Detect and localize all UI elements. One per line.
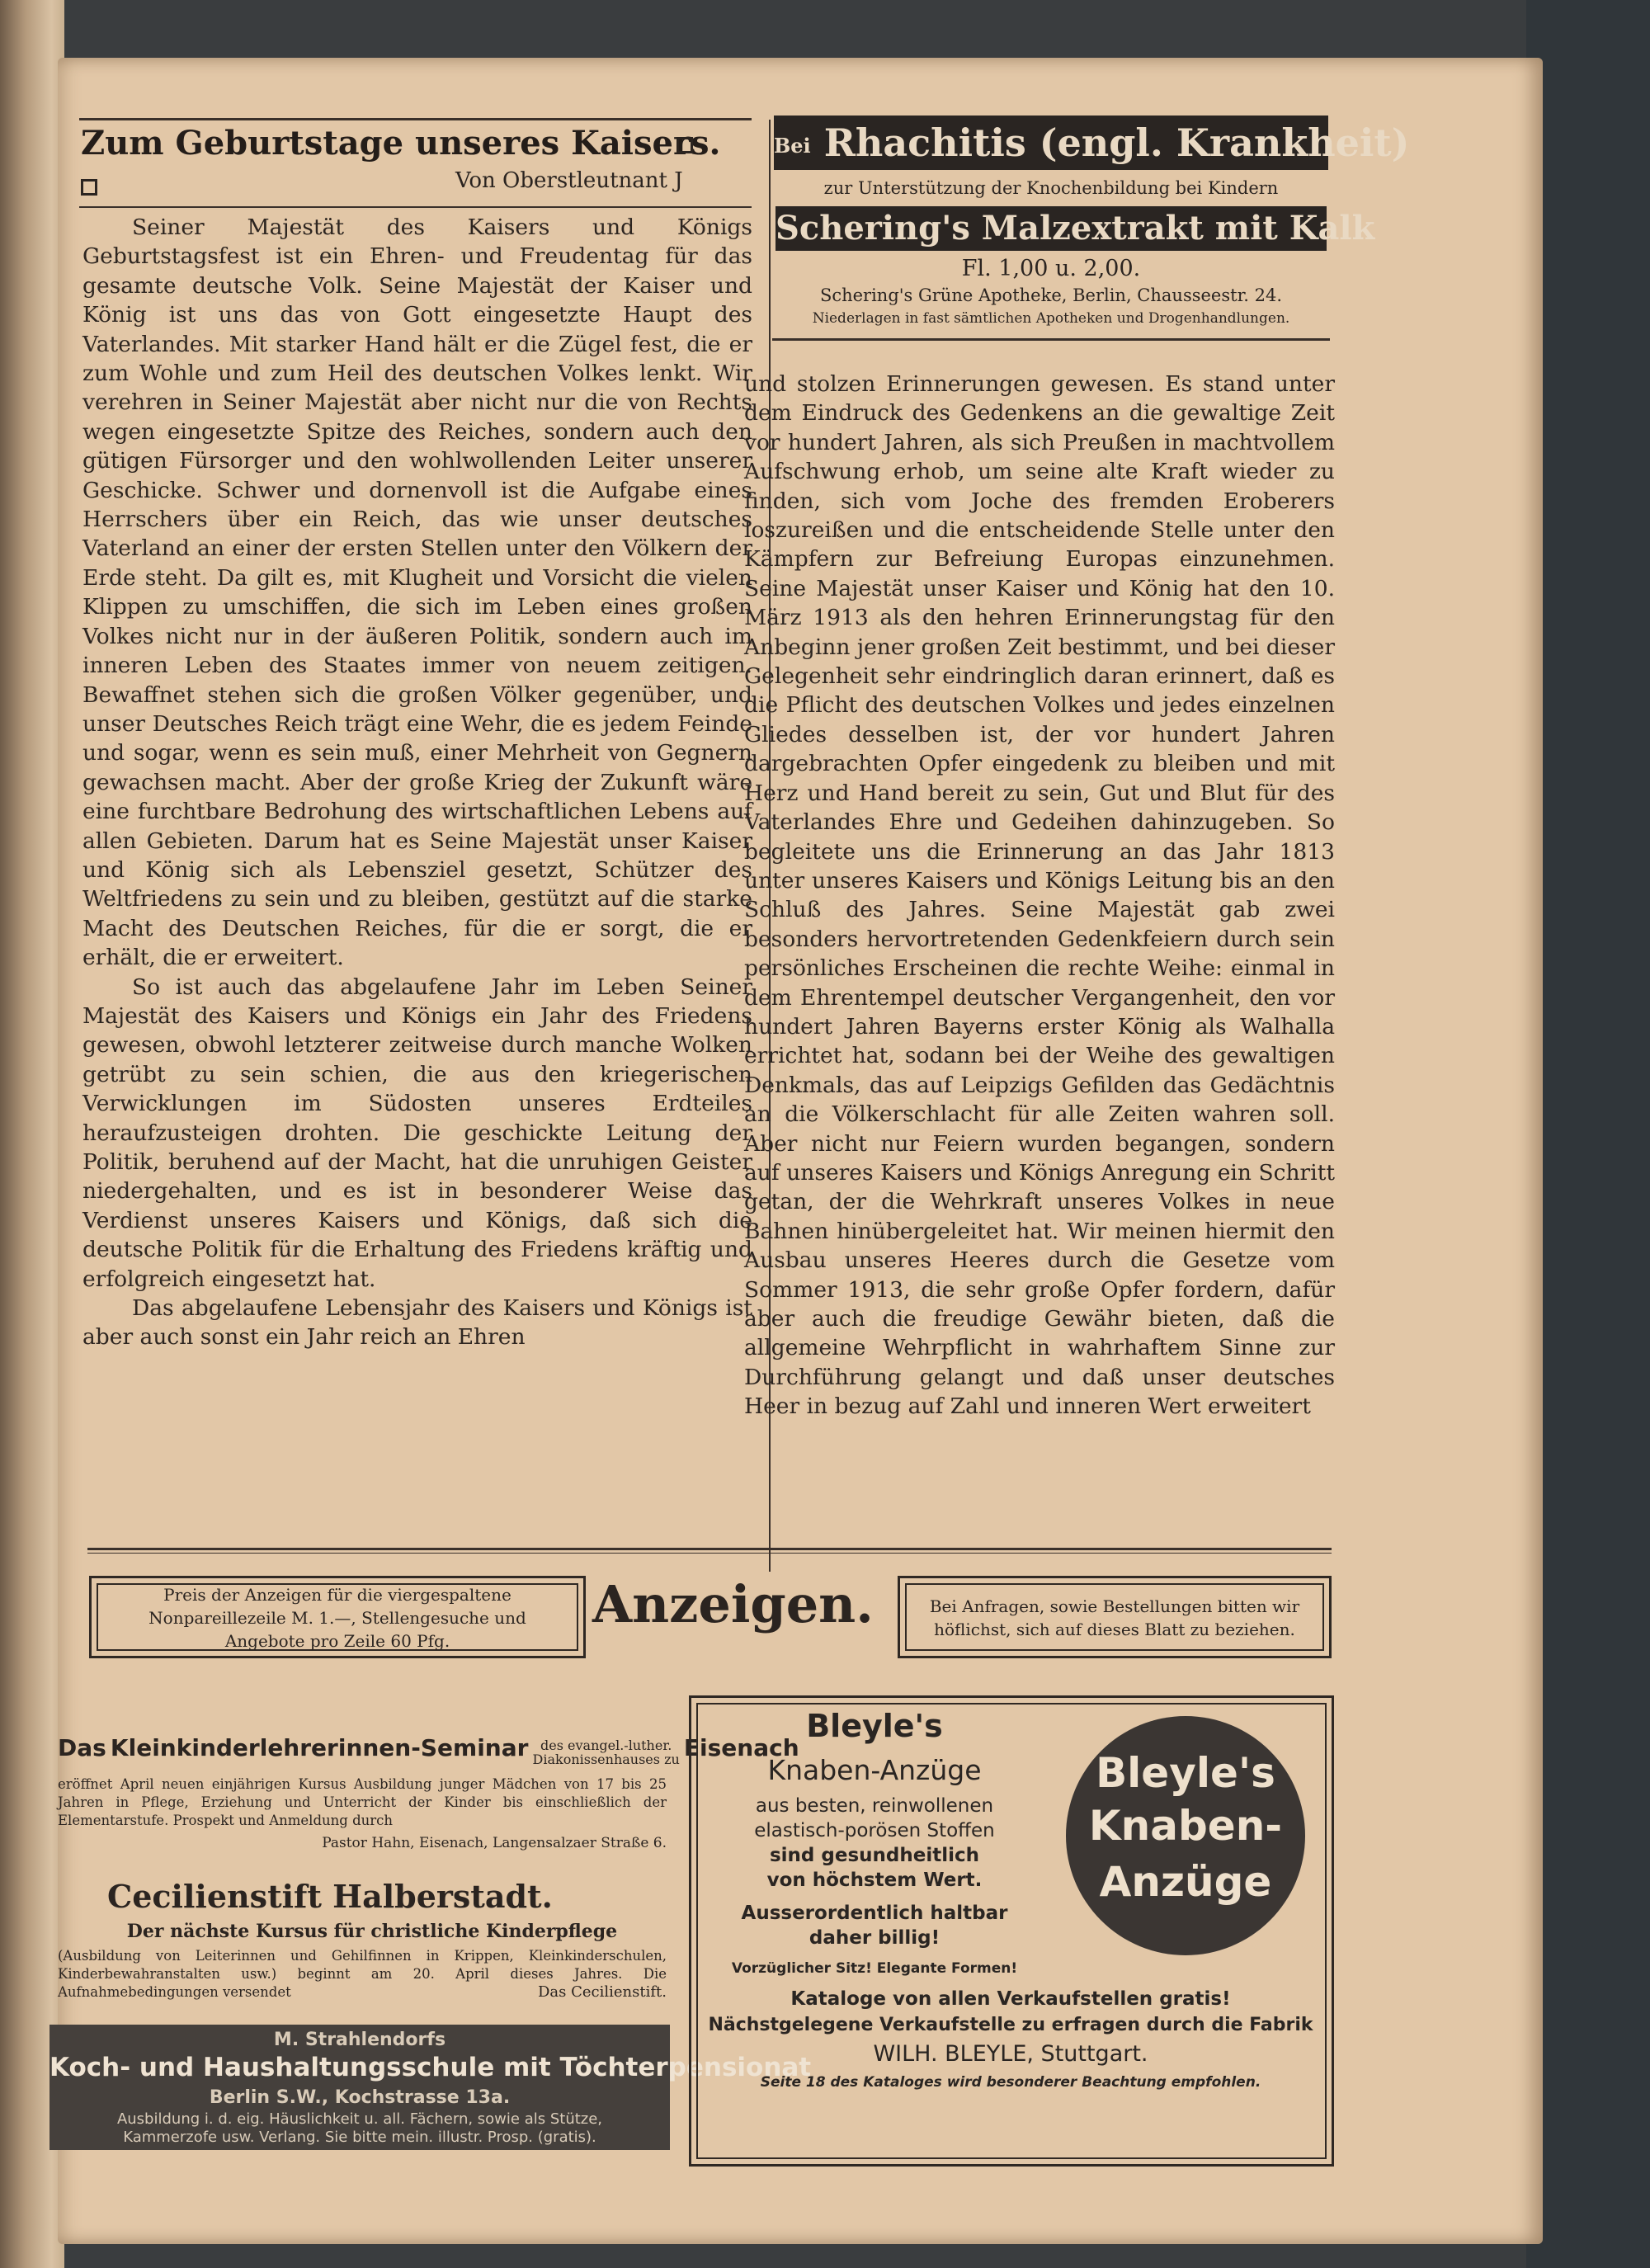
anzeigen-price-line: Angebote pro Zeile 60 Pfg. [224, 1631, 450, 1651]
rachitis-headline-text: Rhachitis (engl. Krankheit) [823, 120, 1410, 165]
bleyle-line: Seite 18 des Kataloges wird besonderer Beachtung empfohlen. [760, 2074, 1261, 2091]
book-cover [1526, 0, 1650, 2268]
article-column-right [744, 370, 1335, 1574]
article-paragraph: Das abgelaufene Lebensjahr des Kaisers und Königs ist aber auch sonst ein Jahr reich an Ehren [82, 1295, 752, 1351]
strahlendorf-line: M. Strahlendorfs [273, 2030, 446, 2050]
rachitis-pharmacy: Schering's Grüne Apotheke, Berlin, Chausseestr. 24. [819, 285, 1283, 305]
anzeigen-price-line: Preis der Anzeigen für die viergespaltene [163, 1585, 512, 1605]
anzeigen-title: Anzeigen. [592, 1574, 874, 1634]
strahlendorf-line: Kammerzofe usw. Verlang. Sie bitte mein. illustr. Prosp. (gratis). [123, 2129, 596, 2146]
rachitis-sub: zur Unterstützung der Knochenbildung bei Kindern [823, 178, 1279, 198]
article-paragraph: und stolzen Erinnerungen gewesen. Es stand unter dem Eindruck des Gedenkens an die gewaltige Zeit vor hundert Jahren, als sich Preußen in machtvollem Aufschwung erhob, um seine alte Kraft wieder zu finden, sich vom Joche des fremden Eroberers loszureißen und die entscheidende Stelle unter den Kämpfern zur Befreiung Europas einzunehmen. Seine Majestät unser Kaiser und König hat den 10. März 1913 als den hehren Erinnerungstag für den Anbeginn jener großen Zeit bestimmt, und bei dieser Gelegenheit sehr eindringlich daran erinnert, daß es die Pflicht des deutschen Volkes und jedes einzelnen Gliedes desselben ist, der vor hundert Jahren dargebrachten Opfer eingedenk zu bleiben und mit Herz und Hand bereit zu sein, Gut und Blut für des Vaterlandes Ehre und Gedeihen dahinzugeben. So begleitete uns die Erinnerung an das Jahr 1813 unter unseres Kaisers und Königs Leitung bis an den Schluß des Jahres. Seine Majestät gab zwei besonders hervortretenden Gedenkfeiern durch sein persönliches Erscheinen die rechte Weihe: einmal in dem Ehrentempel deutscher Vergangenheit, den vor hundert Jahren Bayerns erster König als Walhalla errichtet hat, sodann bei der Weihe des gewaltigen Denkmals, das auf Leipzigs Gefilden das Gedächtnis an die Völkerschlacht für alle Zeiten wahren soll. Aber nicht nur Feiern wurden begangen, sondern auf unseres Kaisers und Königs Anregung ein Schritt getan, der die Wehrkraft unseres Volkes in neue Bahnen hinübergeleitet hat. Wir meinen hiermit den Ausbau unseres Heeres durch die Gesetze vom Sommer 1913, die sehr große Opfer fordern, dafür aber auch die freudige Gewähr bieten, daß die allgemeine Wehrpflicht in wahrhaftem Sinne zur Durchführung gelangt und daß unser deutsches Heer in bezug auf Zahl und inneren Wert erweitert [744, 371, 1335, 1420]
bleyle-product: Knaben-Anzüge [767, 1754, 982, 1786]
anzeigen-request-frame [898, 1576, 1332, 1658]
seminar-sign: Pastor Hahn, Eisenach, Langensalzaer Straße 6. [322, 1835, 667, 1851]
cecilien-sign: Das Cecilienstift. [538, 1983, 667, 2001]
article-title: Zum Geburtstage unseres Kaisers. [81, 124, 721, 163]
seminar-title-c2: Diakonissenhauses zu [532, 1751, 680, 1767]
ad-bottom-rule [772, 338, 1330, 341]
bleyle-logo-line: Anzüge [1099, 1858, 1272, 1906]
strahlendorf-line: Koch- und Haushaltungsschule mit Töchterpensionat [50, 2053, 812, 2082]
anzeigen-top-rule [87, 1548, 1332, 1550]
newspaper-page [50, 58, 1543, 2244]
article-paragraph: So ist auch das abgelaufene Jahr im Leben Seiner Majestät des Kaisers und Königs ein Jahr des Friedens gewesen, obwohl letzterer zeitweise durch manche Wolken getrübt zu sein schien, die aus den kriegerischen Verwicklungen im Südosten unseres Erdteiles heraufzusteigen drohten. Die geschickte Leitung der Politik, beruhend auf der Macht, hat die unruhigen Geister niedergehalten, und es ist in besonderer Weise das Verdienst unseres Kaisers und Königs, daß sich die deutsche Politik für die Erhaltung des Friedens kräftig und erfolgreich eingesetzt hat. [82, 974, 752, 1292]
bleyle-line: Vorzüglicher Sitz! Elegante Formen! [731, 1960, 1018, 1977]
seminar-ad-title [58, 1734, 799, 1767]
bleyle-logo-line: Bleyle's [1096, 1749, 1275, 1797]
strahlendorf-line: Ausbildung i. d. eig. Häuslichkeit u. all. Fächern, sowie als Stütze, [116, 2110, 603, 2128]
bleyle-line: daher billig! [808, 1927, 940, 1949]
seminar-title-a: Das [58, 1734, 106, 1761]
bleyle-line: von höchstem Wert. [766, 1870, 983, 1891]
bleyle-logo-circle [1066, 1716, 1305, 1955]
rachitis-headline-prefix: Bei [774, 134, 811, 158]
strahlendorf-ad [50, 2025, 812, 2150]
strahlendorf-line: Berlin S.W., Kochstrasse 13a. [209, 2087, 511, 2108]
rachitis-stores: Niederlagen in fast sämtlichen Apotheken und Drogenhandlungen. [812, 310, 1290, 327]
bleyle-brand: Bleyle's [806, 1708, 943, 1744]
article-column-left [82, 213, 752, 1566]
article-paragraph: Seiner Majestät des Kaisers und Königs Geburtstagsfest ist ein Ehren- und Freudentag für das gesamte deutsche Volk. Seine Majestät der Kaiser und König ist uns das von Gott eingesetzte Haupt des Vaterlandes. Mit starker Hand hält er die Zügel fest, die er zum Wohle und zum Heil des deutschen Volkes lenkt. Wir verehren in Seiner Majestät aber nicht nur die von Rechts wegen eingesetzte Spitze des Reiches, sondern auch den gütigen Fürsorger und den wohlwollenden Leiter unserer Geschicke. Schwer und dornenvoll ist die Aufgabe eines Herrschers über ein Reich, das wie unser deutsches Vaterland an einer der ersten Stellen unter den Völkern der Erde steht. Da gilt es, mit Klugheit und Vorsicht die vielen Klippen zu umschiffen, die sich im Leben eines großen Volkes nicht nur in der äußeren Politik, sondern auch im inneren Leben des Staates immer von neuem zeitigen. Bewaffnet stehen sich die großen Völker gegenüber, und unser Deutsches Reich trägt eine Wehr, die es jedem Feinde und sogar, wenn es sein muß, einer Mehrheit von Gegnern gewachsen macht. Aber der große Krieg der Zukunft wäre eine furchtbare Bedrohung des wirtschaftlichen Lebens auf allen Gebieten. Darum hat es Seine Majestät unser Kaiser und König sich als Lebensziel gesetzt, Schützer des Weltfriedens zu sein und zu bleiben, gestützt auf die starke Macht des Deutschen Reiches, für die er sorgt, die er erhält, die er erweitert. [82, 215, 752, 971]
rachitis-price: Fl. 1,00 u. 2,00. [961, 256, 1141, 281]
bleyle-line: elastisch-porösen Stoffen [754, 1820, 995, 1841]
byline-rule [79, 206, 752, 208]
cecilien-title: Cecilienstift Halberstadt. [107, 1878, 553, 1915]
bleyle-line: sind gesundheitlich [769, 1845, 979, 1866]
seminar-title-c1: des evangel.-luther. [540, 1737, 672, 1753]
anzeigen-price-frame [89, 1576, 586, 1658]
cecilien-sub: Der nächste Kursus für christliche Kinderpflege [126, 1921, 618, 1942]
bleyle-logo-line: Knaben- [1088, 1802, 1283, 1850]
bleyle-line: aus besten, reinwollenen [755, 1795, 994, 1817]
anzeigen-price-line: Nonpareillezeile M. 1.—, Stellengesuche und [148, 1608, 526, 1628]
square-ornament-icon [81, 179, 97, 196]
rachitis-product: Schering's Malzextrakt mit Kalk [776, 206, 1327, 251]
bleyle-line: Kataloge von allen Verkaufstellen gratis! [790, 1988, 1231, 2010]
bleyle-line: Ausserordentlich haltbar [741, 1903, 1008, 1924]
article-byline: Von Oberstleutnant J [455, 168, 683, 193]
square-ornament-icon [676, 137, 693, 153]
anzeigen-top-rule-thin [87, 1553, 1332, 1554]
bleyle-line: Nächstgelegene Verkaufstelle zu erfragen durch die Fabrik [708, 2015, 1313, 2035]
bleyle-line: WILH. BLEYLE, Stuttgart. [873, 2041, 1148, 2067]
cecilien-body: (Ausbildung von Leiterinnen und Gehilfinnen in Krippen, Kleinkinderschulen, Kinderbewahranstalten usw.) beginnt am 20. April dieses Jahres. Die Aufnahmebedingungen versendet [58, 1948, 667, 2000]
top-rule-left [79, 118, 752, 120]
book-binding [0, 0, 64, 2268]
anzeigen-request-line: höflichst, sich auf dieses Blatt zu beziehen. [934, 1620, 1295, 1639]
seminar-title-d: Eisenach [683, 1734, 799, 1761]
anzeigen-request-line: Bei Anfragen, sowie Bestellungen bitten wir [929, 1596, 1300, 1616]
seminar-body: eröffnet April neuen einjährigen Kursus Ausbildung junger Mädchen von 17 bis 25 Jahren in Pflege, Erziehung und Unterricht der Kinder bis einschließlich der Elementarstufe. Prospekt und Anmeldung durch [58, 1776, 667, 1828]
seminar-title-b: Kleinkinderlehrerinnen-Seminar [110, 1734, 529, 1761]
rachitis-headline [774, 116, 1410, 170]
